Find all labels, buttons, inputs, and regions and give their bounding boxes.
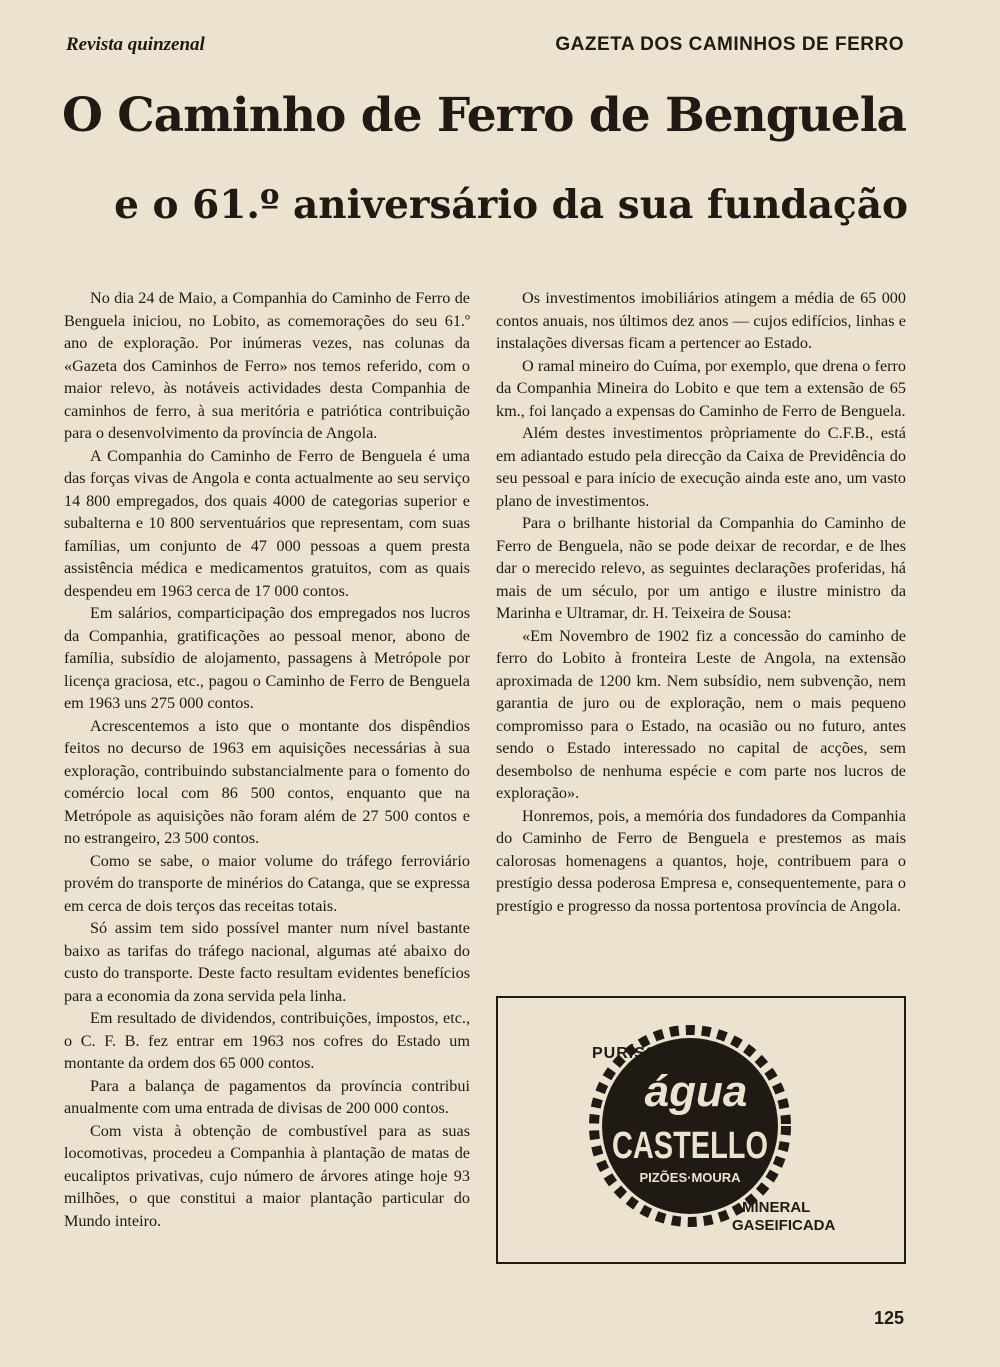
paragraph: Além destes investimentos pròpriamente do C.F.B., está em adiantado estudo pela direcção da Caixa de Previdência do seu pessoal e para início de execução ainda este ano, um vasto plano de investimentos. <box>496 424 906 510</box>
ad-brand-large: CASTELLO <box>612 1125 768 1167</box>
paragraph: Com vista à obtenção de combustível para as suas locomotivas, procedeu a Companhia à plantação de matas de eucaliptos privativas, cujo número de árvores atinge hoje 93 milhões, o que constitui a maior plantação particular do Mundo inteiro. <box>64 1121 470 1230</box>
advertisement-box <box>496 996 906 1264</box>
left-column <box>64 287 470 1232</box>
paragraph: Como se sabe, o maior volume do tráfego ferroviário provém do transporte de minérios do Catanga, que se expressa em cerca de dois terços das receitas totais. <box>64 851 470 915</box>
ad-line2: GASEIFICADA <box>732 1217 836 1234</box>
magazine-frequency: Revista quinzenal <box>66 34 205 55</box>
paragraph: O ramal mineiro do Cuíma, por exemplo, que drena o ferro da Companhia Mineira do Lobito e que tem a extensão de 65 km., foi lançado a expensas do Caminho de Ferro de Benguela. <box>496 356 906 420</box>
page-number: 125 <box>873 1308 904 1328</box>
paragraph: A Companhia do Caminho de Ferro de Benguela é uma das forças vivas de Angola e conta actualmente ao seu serviço 14 800 empregados, dos quais 4000 de categorias superior e subalterna e 10 800 serventuários que representam, com suas famílias, um conjunto de 47 000 pessoas a quem presta assistência médica e medicamentos gratuitos, com as quais despendeu em 1963 cerca de 17 000 contos. <box>64 446 470 600</box>
right-column <box>496 287 906 917</box>
paragraph: Para a balança de pagamentos da província contribui anualmente com uma entrada de divisas de 200 000 contos. <box>64 1076 470 1117</box>
magazine-title: GAZETA DOS CAMINHOS DE FERRO <box>555 34 904 55</box>
ad-line1: MINERAL <box>742 1199 811 1216</box>
paragraph: Só assim tem sido possível manter num nível bastante baixo as tarifas do tráfego nacional, algumas até abaixo do custo do transporte. Deste facto resultam evidentes benefícios para a economia da zona servida pela linha. <box>64 919 470 1005</box>
paragraph: Acrescentemos a isto que o montante dos dispêndios feitos no decurso de 1963 em aquisições necessárias à sua exploração, contribuindo substancialmente para o fomento do comércio local com 86 500 contos, enquanto que na Metrópole as aquisições não foram além de 27 500 contos e no estrangeiro, 23 500 contos. <box>64 716 470 847</box>
paragraph: Honremos, pois, a memória dos fundadores da Companhia do Caminho de Ferro de Benguela e prestemos as mais calorosas homenagens a quantos, hoje, contribuem para o prestígio dessa poderosa Empresa e, consequentemente, para o prestígio e progresso da nossa portentosa província de Angola. <box>496 806 906 915</box>
ad-top-word: PURÍSSIMA <box>592 1045 690 1062</box>
article-title: O Caminho de Ferro de Benguela <box>61 88 907 143</box>
ad-place: PIZÕES·MOURA <box>639 1170 741 1185</box>
paragraph: No dia 24 de Maio, a Companhia do Caminho de Ferro de Benguela iniciou, no Lobito, as comemorações do seu 61.º ano de exploração. Por inúmeras vezes, nas colunas da «Gazeta dos Caminhos de Ferro» nos temos referido, com o maior relevo, às notáveis actividades desta Companhia de caminhos de ferro, à sua meritória e patriótica contribuição para o desenvolvimento da província de Angola. <box>64 289 470 442</box>
running-header <box>66 34 904 60</box>
paragraph: Para o brilhante historial da Companhia do Caminho de Ferro de Benguela, não se pode deixar de recordar, e de lhes dar o merecido relevo, as seguintes declarações proferidas, há mais de um século, por um antigo e ilustre ministro da Marinha e Ultramar, dr. H. Teixeira de Sousa: <box>496 514 906 622</box>
bottle-cap-logo <box>498 998 904 1262</box>
paragraph: «Em Novembro de 1902 fiz a concessão do caminho de ferro do Lobito à fronteira Leste de Angola, na extensão aproximada de 1200 km. Nem subsídio, nem subvenção, nem garantia de juro ou de exploração, nem o mais pequeno compromisso para o Estado, na ocasião ou no futuro, antes sendo o Estado interessado no capital de acções, sem desembolso de nenhuma espécie e com parte nos lucros de exploração». <box>496 626 906 802</box>
paragraph: Em salários, comparticipação dos empregados nos lucros da Companhia, gratificações ao pessoal menor, abono de família, subsídio de alojamento, passagens à Metrópole por licença graciosa, etc., pagou o Caminho de Ferro de Benguela em 1963 uns 275 000 contos. <box>64 604 470 712</box>
paragraph: Em resultado de dividendos, contribuições, impostos, etc., o C. F. B. fez entrar em 1963 nos cofres do Estado um montante da ordem dos 65 000 contos. <box>64 1009 470 1072</box>
paragraph: Os investimentos imobiliários atingem a média de 65 000 contos anuais, nos últimos dez anos — cujos edifícios, linhas e instalações diversas ficam a pertencer ao Estado. <box>496 289 906 352</box>
ad-brand-small: água <box>644 1067 748 1116</box>
article-subtitle: e o 61.º aniversário da sua fundação <box>114 182 908 228</box>
